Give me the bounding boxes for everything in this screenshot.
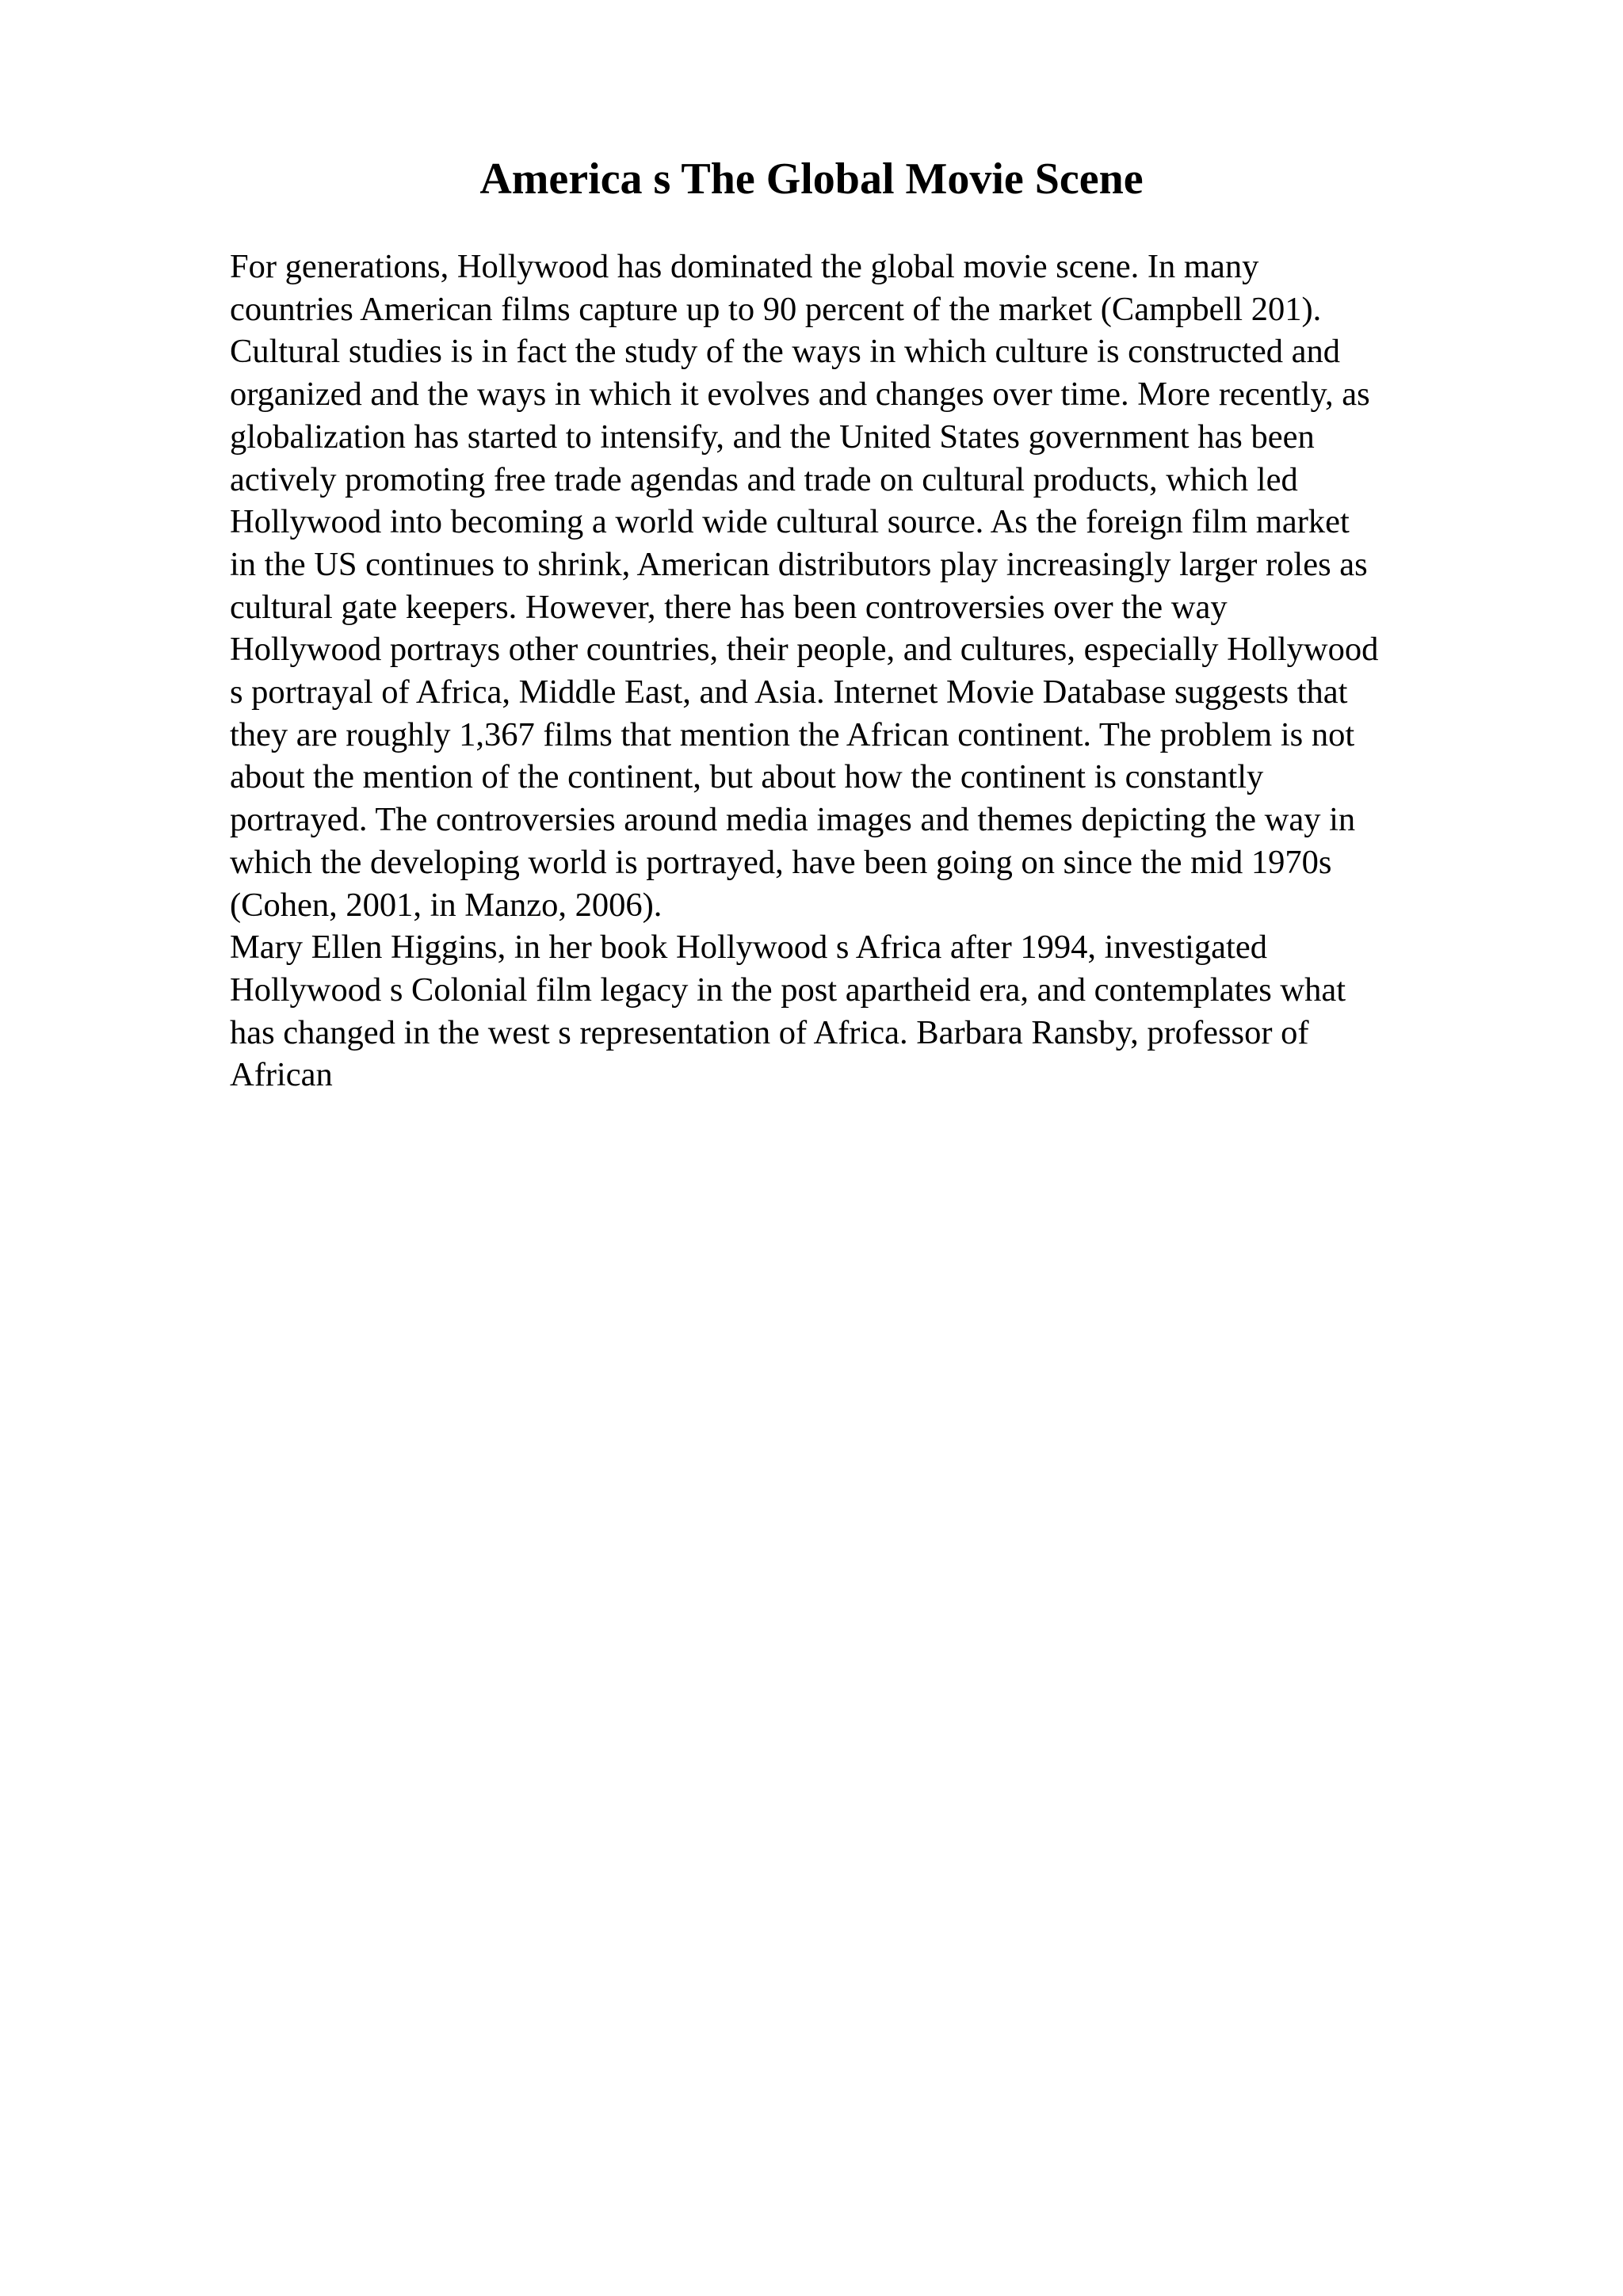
text-line: which the developing world is portrayed, have been going on since the mid 1970s	[230, 843, 1332, 881]
text-line: actively promoting free trade agendas and trade on cultural products, which led	[230, 460, 1298, 498]
text-line: (Cohen, 2001, in Manzo, 2006).	[230, 886, 663, 924]
text-line: Mary Ellen Higgins, in her book Hollywood s Africa after 1994, investigated	[230, 929, 1267, 967]
text-line: Hollywood portrays other countries, their people, and cultures, especially Hollywood	[230, 631, 1379, 669]
text-line: For generations, Hollywood has dominated the global movie scene. In many	[230, 248, 1259, 285]
text-line: Hollywood into becoming a world wide cultural source. As the foreign film market	[230, 503, 1350, 541]
text-line: countries American films capture up to 90 percent of the market (Campbell 201).	[230, 290, 1322, 328]
text-line: globalization has started to intensify, and the United States government has been	[230, 418, 1315, 456]
text-line: Hollywood s Colonial film legacy in the post apartheid era, and contemplates what	[230, 971, 1346, 1009]
text-line: about the mention of the continent, but about how the continent is constantly	[230, 758, 1264, 796]
text-line: has changed in the west s representation of Africa. Barbara Ransby, professor of	[230, 1013, 1309, 1051]
text-line: African	[230, 1056, 333, 1094]
text-line: organized and the ways in which it evolves and changes over time. More recently, as	[230, 376, 1370, 414]
text-line: portrayed. The controversies around media images and themes depicting the way in	[230, 801, 1356, 839]
body-text	[230, 246, 1514, 1097]
page-title: America s The Global Movie Scene	[479, 154, 1144, 204]
text-line: cultural gate keepers. However, there has been controversies over the way	[230, 588, 1228, 626]
text-line: they are roughly 1,367 films that mention the African continent. The problem is not	[230, 715, 1355, 753]
text-line: Cultural studies is in fact the study of the ways in which culture is constructed and	[230, 333, 1341, 371]
text-line: s portrayal of Africa, Middle East, and Asia. Internet Movie Database suggests that	[230, 673, 1348, 711]
text-line: in the US continues to shrink, American distributors play increasingly larger roles as	[230, 545, 1368, 583]
